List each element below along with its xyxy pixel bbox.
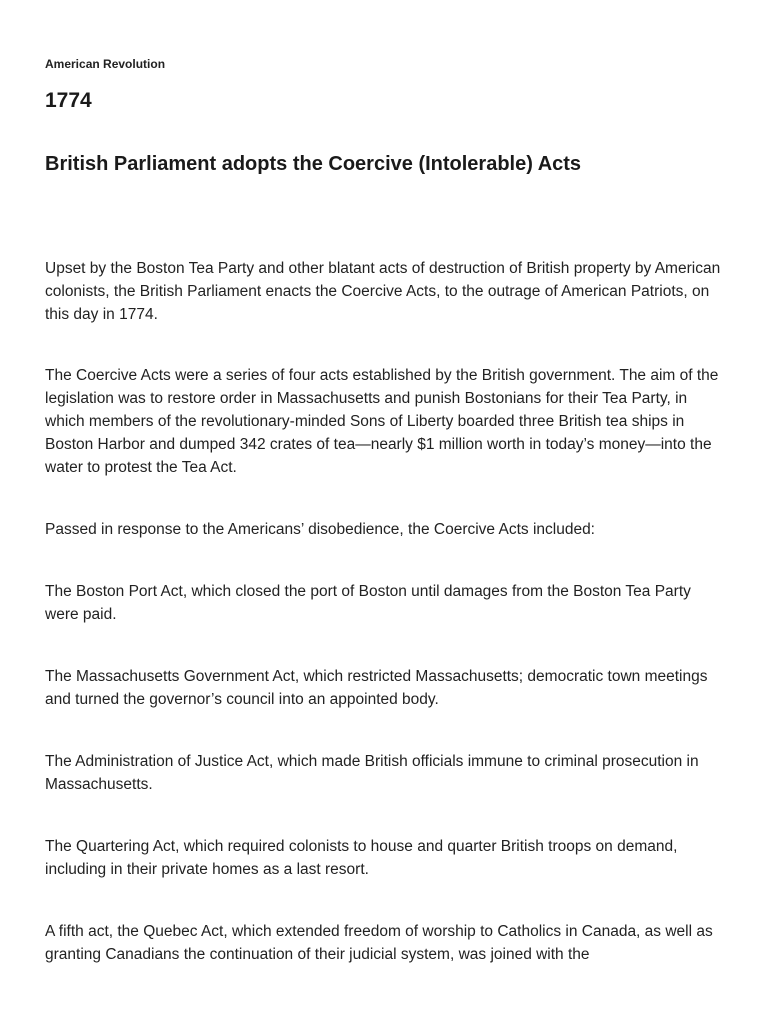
article-headline: British Parliament adopts the Coercive (Intolerable) Acts bbox=[45, 153, 582, 175]
paragraph-list-intro: Passed in response to the Americans’ disobedience, the Coercive Acts included: bbox=[45, 521, 595, 538]
paragraph-boston-port-act: The Boston Port Act, which closed the port of Boston until damages from the Boston Tea Party were paid. bbox=[45, 583, 691, 623]
article-year: 1774 bbox=[45, 89, 92, 112]
paragraph-quartering-act: The Quartering Act, which required colonists to house and quarter British troops on demand, including in their private homes as a last resort. bbox=[45, 838, 678, 878]
paragraph-massachusetts-government-act: The Massachusetts Government Act, which restricted Massachusetts; democratic town meetings and turned the governor’s council into an appointed body. bbox=[45, 668, 708, 708]
paragraph-administration-of-justice-act: The Administration of Justice Act, which made British officials immune to criminal prosecution in Massachusetts. bbox=[45, 753, 699, 793]
category-label[interactable]: American Revolution bbox=[45, 57, 166, 71]
paragraph-quebec-act: A fifth act, the Quebec Act, which extended freedom of worship to Catholics in Canada, as well as granting Canadians the continuation of their judicial system, was joined with the bbox=[45, 923, 713, 963]
paragraph-intro: Upset by the Boston Tea Party and other blatant acts of destruction of British property by American colonists, the British Parliament enacts the Coercive Acts, to the outrage of American Patriots, on this day in 1774. bbox=[45, 260, 721, 323]
paragraph-background: The Coercive Acts were a series of four acts established by the British government. The aim of the legislation was to restore order in Massachusetts and punish Bostonians for their Tea Party, in which members of the revolutionary-minded Sons of Liberty boarded three British tea ships in Boston Harbor and dumped 342 crates of tea—nearly $1 million worth in today’s money—into the water to protest the Tea Act. bbox=[45, 367, 719, 476]
